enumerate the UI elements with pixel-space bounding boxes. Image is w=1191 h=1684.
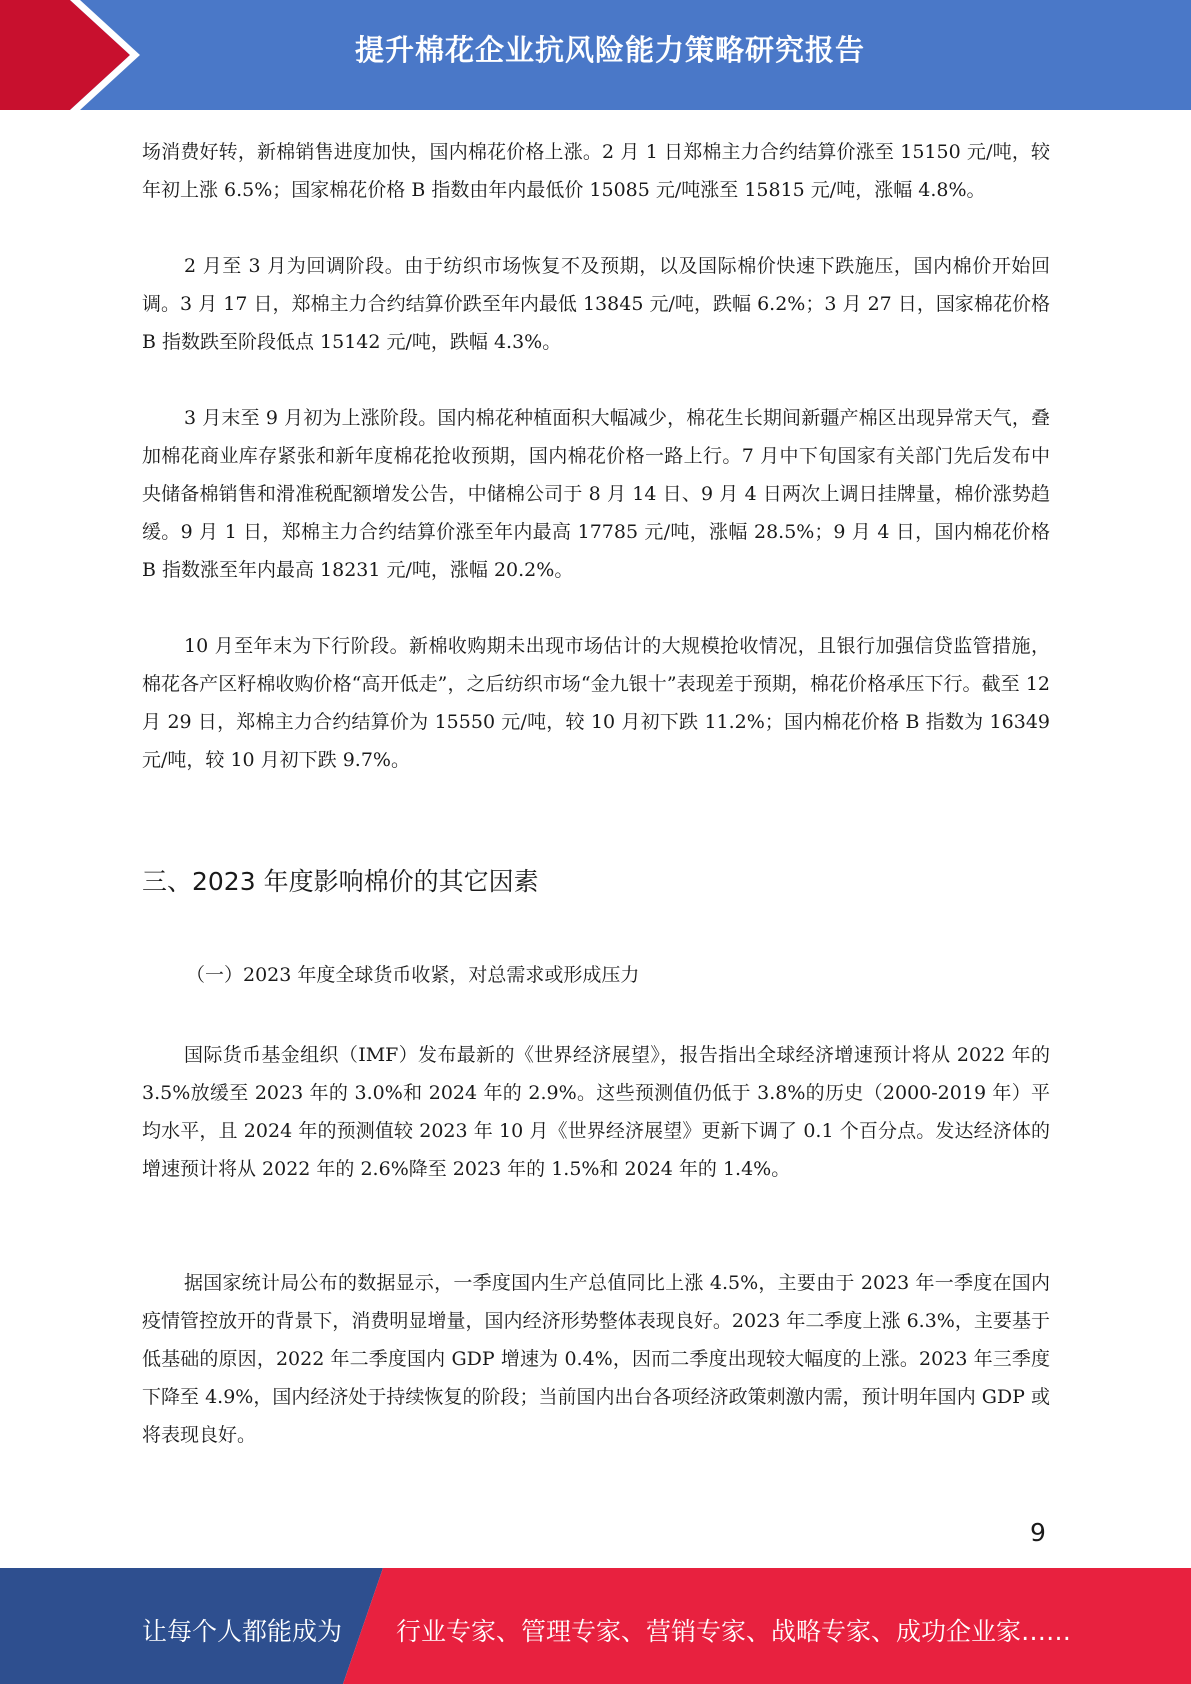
header-arrow-decoration [0, 0, 160, 110]
body-content-imf [142, 1036, 1050, 1188]
footer-slogan-right: 行业专家、管理专家、营销专家、战略专家、成功企业家…… [396, 1617, 1072, 1646]
paragraph-correction-feb-mar: 2 月至 3 月为回调阶段。由于纺织市场恢复不及预期，以及国际棉价快速下跌施压，国内棉价开始回调。3 月 17 日，郑棉主力合约结算价跌至年内最低 13845 元/吨，跌幅 6.2%；3 月 27 日，国家棉花价格 B 指数跌至阶段低点 15142 元/吨，跌幅 4.3%。 [142, 255, 1050, 353]
body-content [142, 133, 1050, 779]
paragraph-price-rise-jan: 场消费好转，新棉销售进度加快，国内棉花价格上涨。2 月 1 日郑棉主力合约结算价涨至 15150 元/吨，较年初上涨 6.5%；国家棉花价格 B 指数由年内最低价 15085 元/吨涨至 15815 元/吨，涨幅 4.8%。 [142, 141, 1050, 201]
paragraph-rise-mar-sep: 3 月末至 9 月初为上涨阶段。国内棉花种植面积大幅减少，棉花生长期间新疆产棉区出现异常天气，叠加棉花商业库存紧张和新年度棉花抢收预期，国内棉花价格一路上行。7 月中下旬国家有关部门先后发布中央储备棉销售和滑准税配额增发公告，中储棉公司于 8 月 14 日、9 月 4 日两次上调日挂牌量，棉价涨势趋缓。9 月 1 日，郑棉主力合约结算价涨至年内最高 17785 元/吨，涨幅 28.5%；9 月 4 日，国内棉花价格 B 指数涨至年内最高 18231 元/吨，涨幅 20.2%。 [142, 407, 1050, 581]
paragraph-gdp: 据国家统计局公布的数据显示，一季度国内生产总值同比上涨 4.5%，主要由于 2023 年一季度在国内疫情管控放开的背景下，消费明显增量，国内经济形势整体表现良好。2023 年二季度上涨 6.3%，主要基于低基础的原因，2022 年二季度国内 GDP 增速为 0.4%，因而二季度出现较大幅度的上涨。2023 年三季度下降至 4.9%，国内经济处于持续恢复的阶段；当前国内出台各项经济政策刺激内需，预计明年国内 GDP 或将表现良好。 [142, 1272, 1050, 1446]
footer-slogan-left: 让每个人都能成为 [142, 1617, 343, 1646]
page-number: 9 [1030, 1518, 1046, 1547]
body-content-gdp [142, 1264, 1050, 1454]
section-heading: 三、2023 年度影响棉价的其它因素 [142, 867, 539, 896]
paragraph-decline-oct-dec: 10 月至年末为下行阶段。新棉收购期未出现市场估计的大规模抢收情况，且银行加强信贷监管措施，棉花各产区籽棉收购价格“高开低走”，之后纺织市场“金九银十”表现差于预期，棉花价格承压下行。截至 12 月 29 日，郑棉主力合约结算价为 15550 元/吨，较 10 月初下跌 11.2%；国内棉花价格 B 指数为 16349 元/吨，较 10 月初下跌 9.7%。 [142, 635, 1050, 771]
report-title: 提升棉花企业抗风险能力策略研究报告 [354, 33, 865, 67]
page-header [0, 0, 1191, 110]
paragraph-imf-outlook: 国际货币基金组织（IMF）发布最新的《世界经济展望》，报告指出全球经济增速预计将从 2022 年的 3.5%放缓至 2023 年的 3.0%和 2024 年的 2.9%。这些预测值仍低于 3.8%的历史（2000-2019 年）平均水平，且 2024 年的预测值较 2023 年 10 月《世界经济展望》更新下调了 0.1 个百分点。发达经济体的增速预计将从 2022 年的 2.6%降至 2023 年的 1.5%和 2024 年的 1.4%。 [142, 1044, 1051, 1180]
sub-heading: （一）2023 年度全球货币收紧，对总需求或形成压力 [186, 964, 640, 986]
